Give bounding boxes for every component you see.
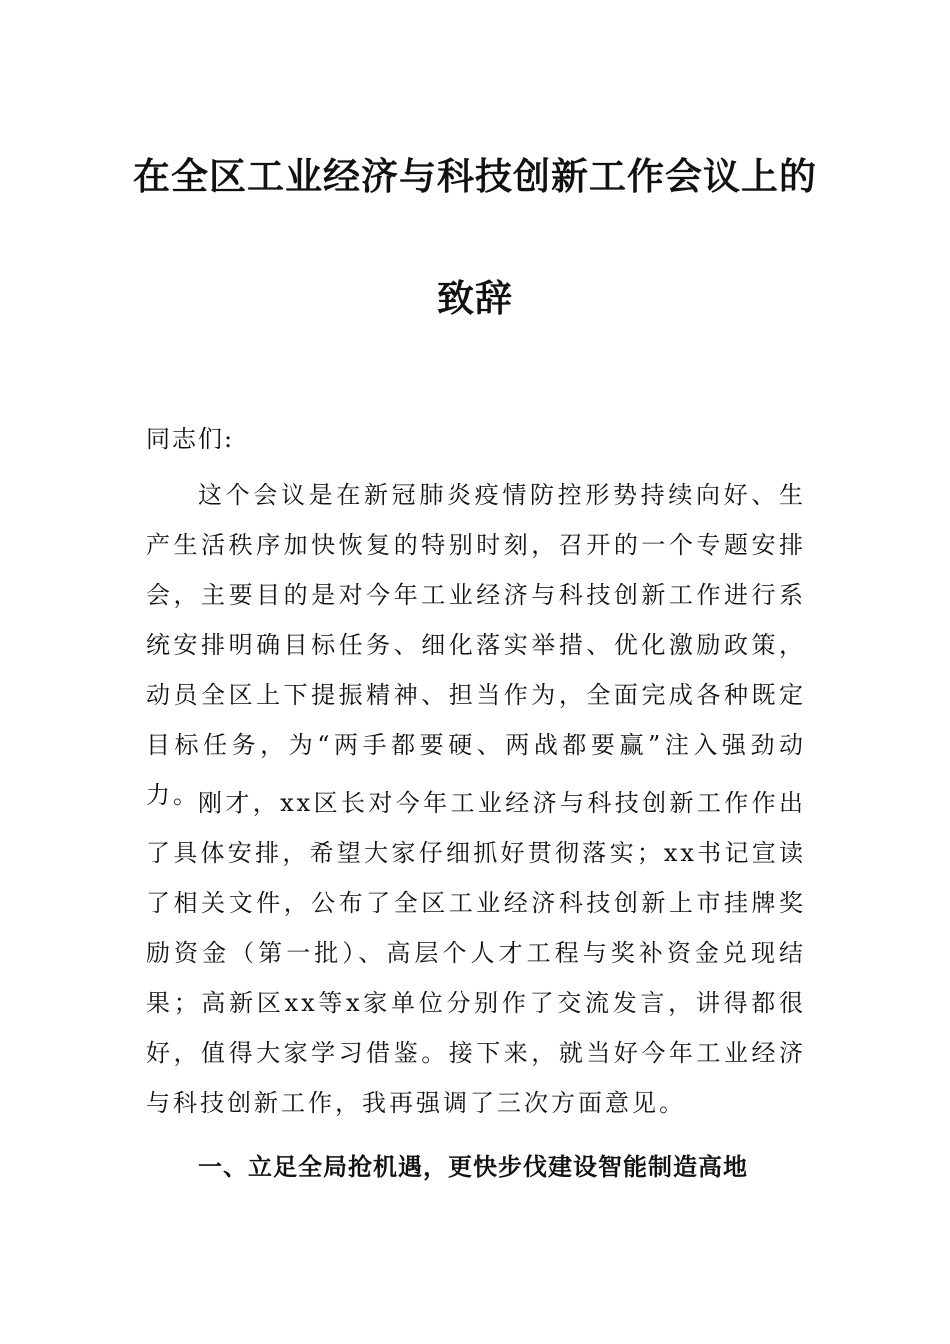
section-heading-1: 一、立足全局抢机遇，更快步伐建设智能制造高地 bbox=[198, 1152, 748, 1181]
paragraph-1: 这个会议是在新冠肺炎疫情防控形势持续向好、生产生活秩序加快恢复的特别时刻，召开的一个专题安排会，主要目的是对今年工业经济与科技创新工作进行系统安排明确目标任务、细化落实举措、优化激励政策，动员全区上下提振精神、担当作为，全面完成各种既定目标任务，为“两手都要硬、两战都要赢”注入强劲动力。 bbox=[146, 481, 806, 809]
salutation: 同志们: bbox=[146, 425, 235, 453]
document-title-line-1: 在全区工业经济与科技创新工作会议上的 bbox=[133, 154, 817, 198]
document-title-line-2: 致辞 bbox=[437, 276, 513, 320]
paragraph-2: 刚才，xx区长对今年工业经济与科技创新工作作出了具体安排，希望大家仔细抓好贯彻落实；xx书记宣读了相关文件，公布了全区工业经济科技创新上市挂牌奖励资金（第一批）、高层个人才工程与奖补资金兑现结果；高新区xx等x家单位分别作了交流发言，讲得都很好，值得大家学习借鉴。接下来，就当好今年工业经济与科技创新工作，我再强调了三次方面意见。 bbox=[146, 789, 806, 1117]
